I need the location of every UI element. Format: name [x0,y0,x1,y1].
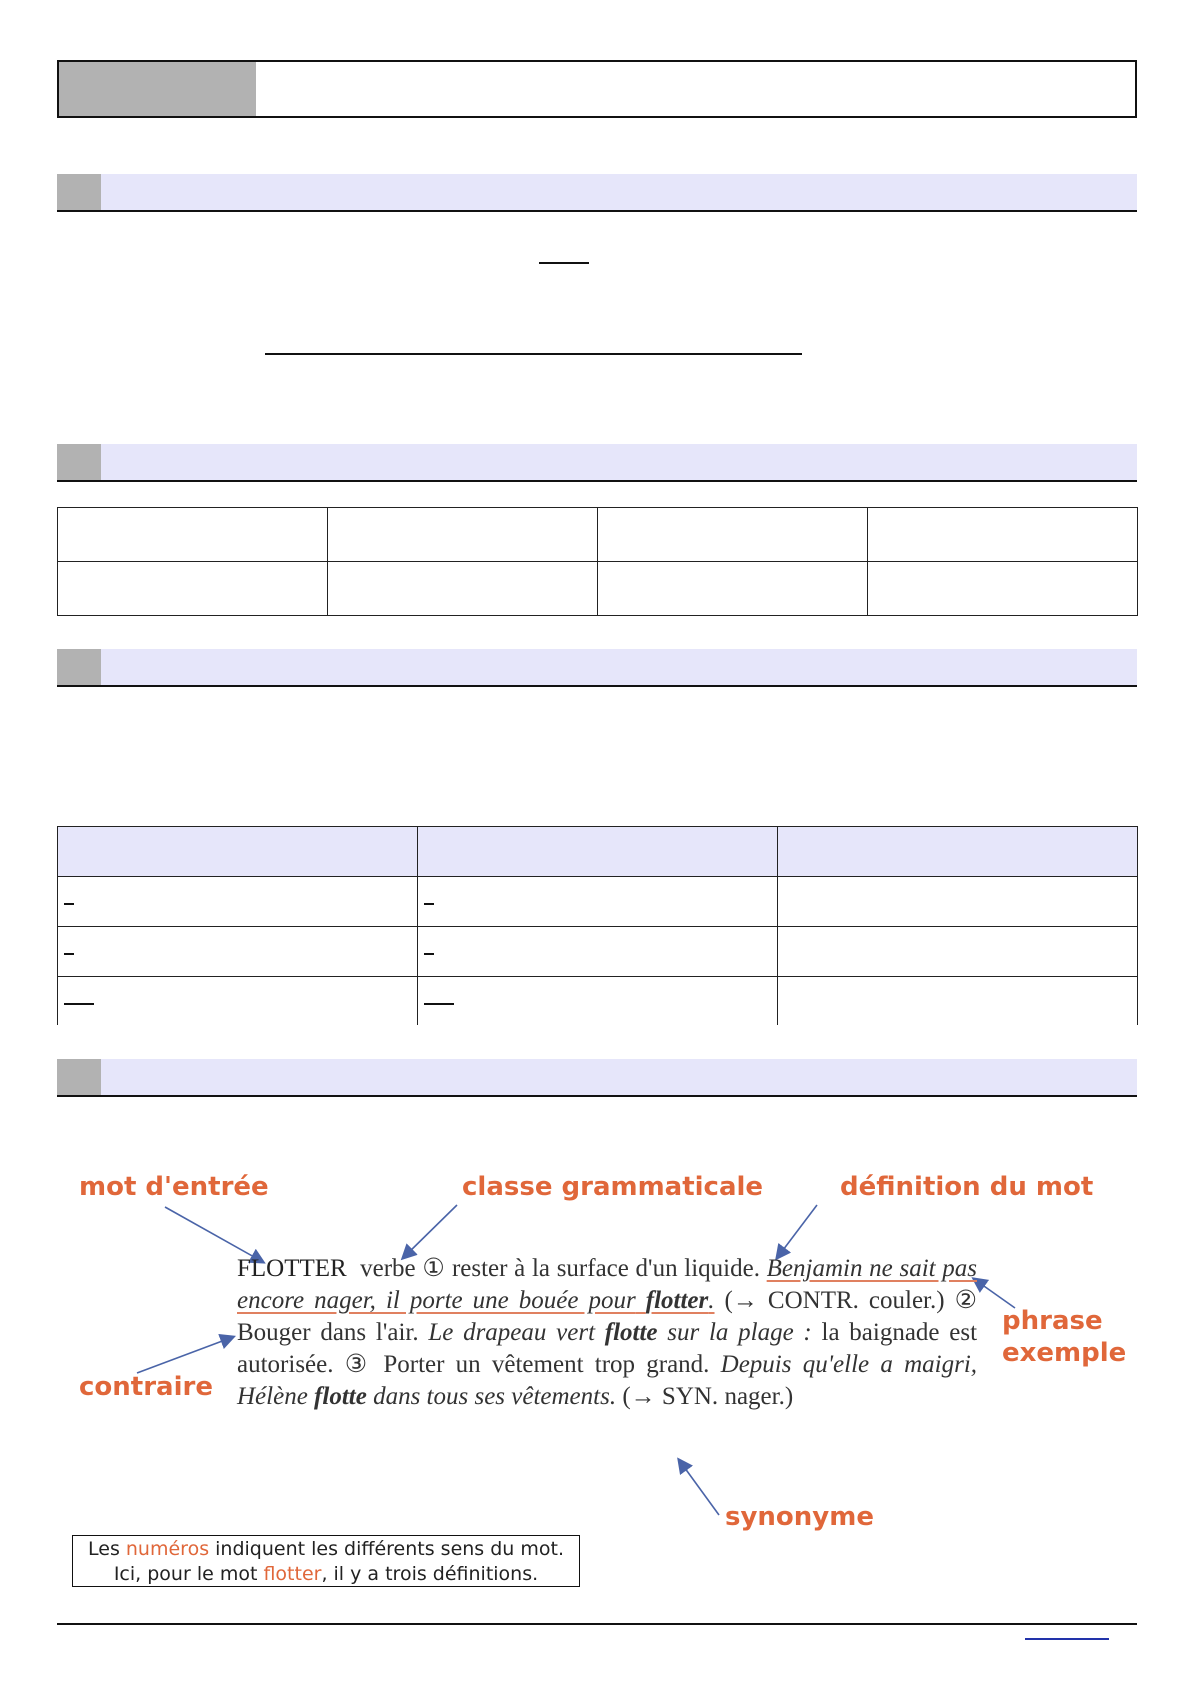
example-1-keyword: flotter [645,1287,709,1314]
dash-mark [64,1003,94,1005]
entry-example-2 [428,1319,811,1346]
table-cell [58,927,418,977]
dash-mark [424,903,434,905]
title-box [57,60,1137,118]
synonym-label: SYN. [661,1383,719,1410]
table-cell [58,508,328,562]
table-cell [328,562,598,616]
entry-part-of-speech: verbe [360,1255,416,1282]
callout-example-line1: phrase [1002,1306,1103,1336]
synonym-open: (→ [622,1383,656,1410]
dash-mark [64,953,74,955]
table-cell [868,508,1138,562]
callout-headword: mot d'entrée [79,1172,269,1202]
callout-definition: définition du mot [840,1172,1094,1202]
synonym-word: nager.) [724,1383,794,1410]
example-2-end: sur la plage : [667,1319,812,1346]
footer-link[interactable] [1025,1638,1109,1640]
sense-number-1: ① [422,1255,446,1282]
blank-answer-line [539,262,589,264]
section-number-box [57,444,101,480]
example-2-text: Le drapeau vert [428,1319,596,1346]
note-text: Les [88,1538,120,1560]
note-highlight: numéros [125,1538,210,1560]
section-number-box [57,174,101,210]
entry-definition-2: Bouger dans l'air. [237,1319,419,1346]
callout-synonym: synonyme [725,1502,874,1532]
dash-mark [424,953,434,955]
entry-antonym [725,1287,945,1314]
callout-grammar-class: classe grammaticale [462,1172,764,1202]
blank-answer-line [265,353,802,355]
dictionary-entry-figure [57,1160,1137,1600]
example-3-keyword: flotte [314,1383,367,1410]
antonym-label: CONTR. [767,1287,859,1314]
table-cell [58,977,418,1025]
entry-example-2-rest: la baignade est autorisée. [237,1319,978,1378]
section-header-4 [57,1059,1137,1097]
table-cell [418,977,778,1025]
example-2-keyword: flotte [604,1319,658,1346]
example-3-end: dans tous ses vêtements. [373,1383,617,1410]
table-cell [598,562,868,616]
dictionary-entry-text [237,1253,977,1413]
entry-synonym [622,1383,793,1410]
table-cell [778,877,1138,927]
dash-mark [64,903,74,905]
table-cell [778,927,1138,977]
example-3-text: Depuis qu'elle a maigri, Hélène [237,1351,978,1410]
empty-table-3col [57,826,1138,1025]
example-1-end: . [708,1287,715,1314]
table-cell [598,508,868,562]
table-cell [778,977,1138,1025]
section-number-box [57,1059,101,1095]
entry-headword: FLOTTER [237,1255,347,1282]
callout-example-line2: exemple [1002,1338,1127,1368]
antonym-word: couler.) [868,1287,945,1314]
table-header-cell [418,827,778,877]
callout-example [1002,1305,1126,1369]
section-header-1 [57,174,1137,212]
title-label-cell [59,62,256,116]
note-text: indiquent les différents sens du mot. [215,1538,564,1560]
arrow-example [974,1279,1015,1308]
entry-definition-3: Porter un vêtement trop grand. [383,1351,710,1378]
sense-number-3: ③ [344,1351,373,1378]
arrow-grammar-class [403,1205,457,1258]
footer-rule [57,1623,1137,1625]
note-text: , il y a trois définitions. [321,1563,539,1585]
table-cell [328,508,598,562]
section-header-3 [57,649,1137,687]
arrow-definition [777,1205,817,1258]
table-cell [418,877,778,927]
table-cell [58,877,418,927]
note-text: Ici, pour le mot [113,1563,258,1585]
table-header-cell [778,827,1138,877]
note-box [72,1535,580,1587]
antonym-open: (→ [724,1287,758,1314]
section-header-2 [57,444,1137,482]
table-cell [868,562,1138,616]
table-cell [418,927,778,977]
section-number-box [57,649,101,685]
note-highlight: flotter [263,1563,322,1585]
example-1-text: Benjamin ne sait pas encore nager, il porte une bouée pour [237,1255,978,1314]
dash-mark [424,1003,454,1005]
table-cell [58,562,328,616]
entry-definition-1: rester à la surface d'un liquide. [451,1255,760,1282]
sense-number-2: ② [954,1287,978,1314]
callout-antonym: contraire [79,1372,213,1402]
empty-table-4col [57,507,1138,616]
arrow-antonym [137,1337,233,1373]
arrow-synonym [679,1460,719,1515]
table-header-cell [58,827,418,877]
